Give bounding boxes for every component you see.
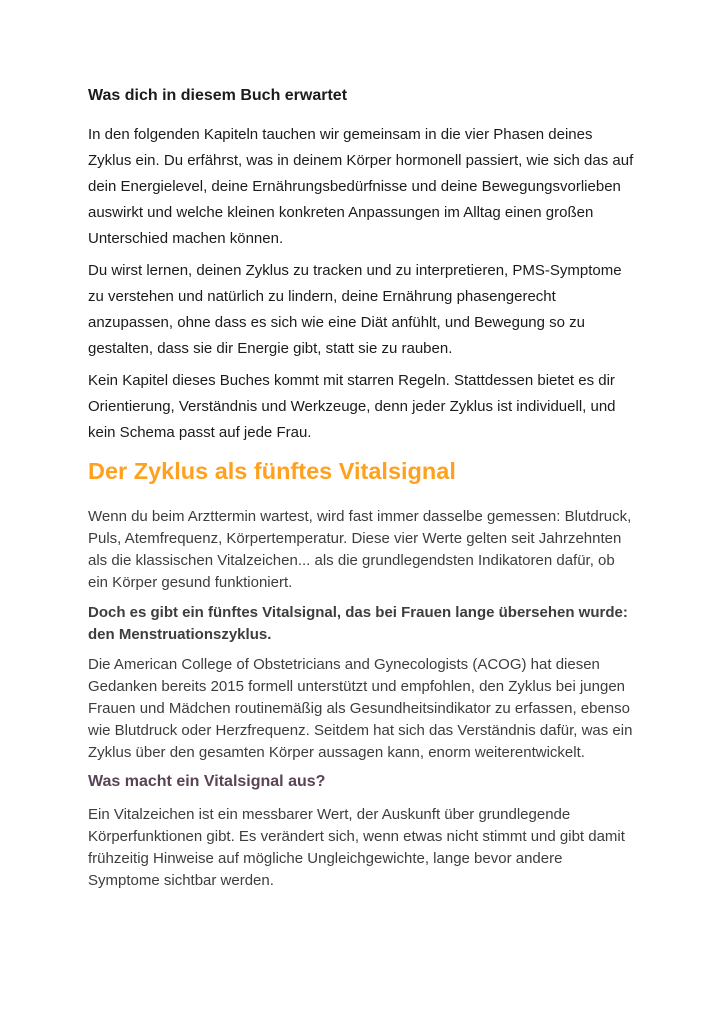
intro-paragraph-1: In den folgenden Kapiteln tauchen wir gemeinsam in die vier Phasen deines Zyklus ein. Du erfährst, was in deinem Körper hormonell passiert, wie sich das auf dein Energielevel, deine Ernährungsbedürfnisse und deine Bewegungsvorlieben auswirkt und welche kleinen konkreten Anpassungen im Alltag einen großen Unterschied machen können. xyxy=(88,126,634,247)
sub-heading-vitalsignal-definition: Was macht ein Vitalsignal aus? xyxy=(88,773,326,790)
emphasis-paragraph: Doch es gibt ein fünftes Vitalsignal, das bei Frauen lange übersehen wurde: den Menstruationszyklus. xyxy=(88,604,628,643)
acog-paragraph: Die American College of Obstetricians and Gynecologists (ACOG) hat diesen Gedanken bereits 2015 formell unterstützt und empfohlen, den Zyklus bei jungen Frauen und Mädchen routinemäßig als Gesundheitsindikator zu erfassen, ebenso wie Blutdruck oder Herzfrequenz. Seitdem hat sich das Verständnis dafür, was ein Zyklus über den gesamten Körper aussagen kann, enorm weiterentwickelt. xyxy=(88,656,633,761)
section-heading-vitalsignal: Der Zyklus als fünftes Vitalsignal xyxy=(88,458,456,484)
intro-heading: Was dich in diesem Buch erwartet xyxy=(88,87,348,104)
final-paragraph: Ein Vitalzeichen ist ein messbarer Wert, der Auskunft über grundlegende Körperfunktionen gibt. Es verändert sich, wenn etwas nicht stimmt und gibt damit frühzeitig Hinweise auf mögliche Ungleichgewichte, lange bevor andere Symptome sichtbar werden. xyxy=(88,806,625,889)
vitals-paragraph: Wenn du beim Arzttermin wartest, wird fast immer dasselbe gemessen: Blutdruck, Puls, Atemfrequenz, Körpertemperatur. Diese vier Werte gelten seit Jahrzehnten als die klassischen Vitalzeichen... als die grundlegendsten Indikatoren dafür, ob ein Körper gesund funktioniert. xyxy=(88,508,632,591)
intro-paragraph-3: Kein Kapitel dieses Buches kommt mit starren Regeln. Stattdessen bietet es dir Orientierung, Verständnis und Werkzeuge, denn jeder Zyklus ist individuell, und kein Schema passt auf jede Frau. xyxy=(88,372,616,441)
intro-paragraph-2: Du wirst lernen, deinen Zyklus zu tracken und zu interpretieren, PMS-Symptome zu verstehen und natürlich zu lindern, deine Ernährung phasengerecht anzupassen, ohne dass es sich wie eine Diät anfühlt, und Bewegung so zu gestalten, dass sie dir Energie gibt, statt sie zu rauben. xyxy=(88,262,622,357)
